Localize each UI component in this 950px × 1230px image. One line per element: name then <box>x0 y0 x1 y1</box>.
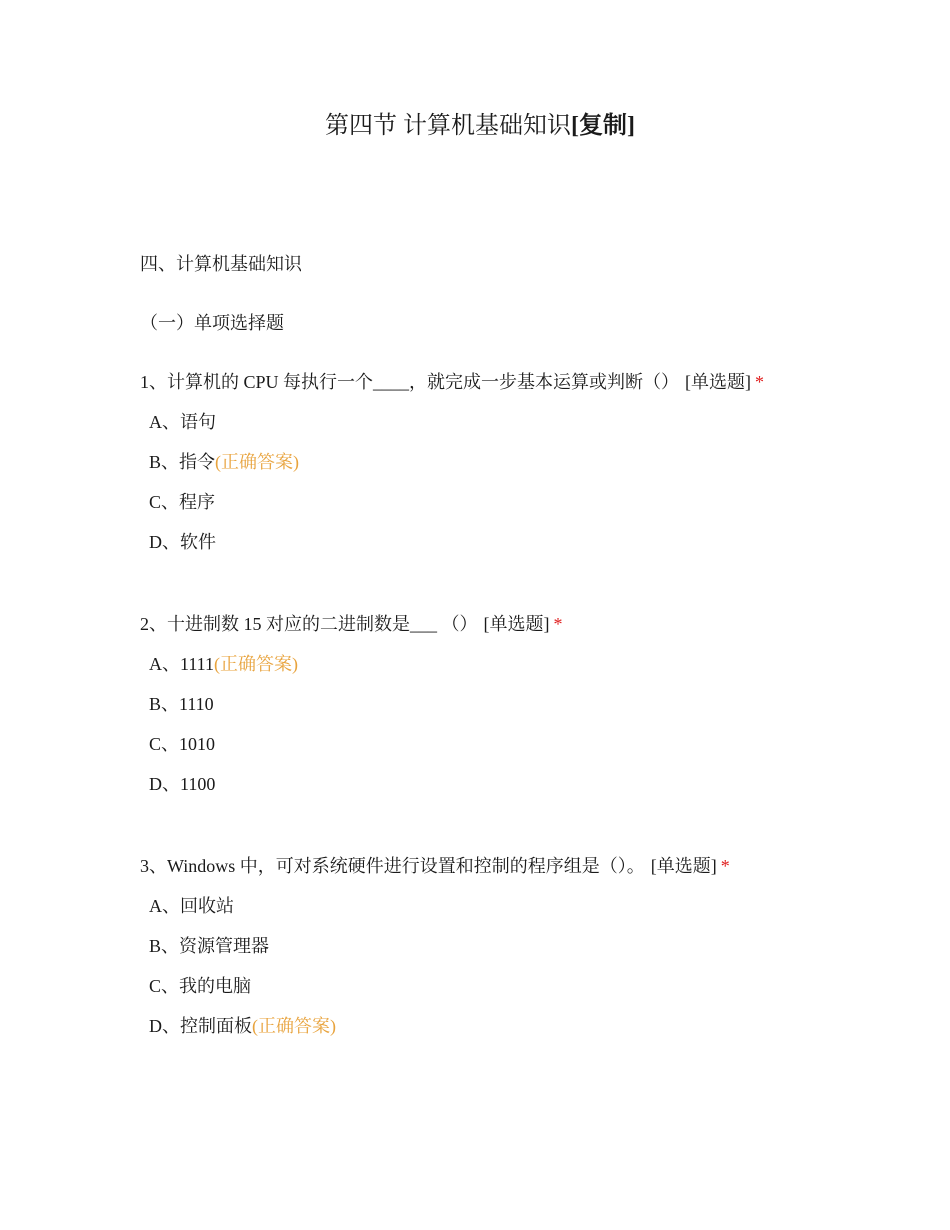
option-label: B、指令 <box>149 452 216 472</box>
option-label: C、程序 <box>149 492 216 512</box>
option-label: D、控制面板 <box>149 1016 252 1036</box>
question-3 <box>140 853 900 1053</box>
question-2-option-a[interactable] <box>149 651 900 677</box>
question-3-type: [单选题] <box>650 856 717 876</box>
question-2-option-d[interactable] <box>149 771 900 797</box>
question-2 <box>140 611 900 811</box>
question-1-option-d[interactable] <box>149 529 900 555</box>
question-3-option-b[interactable] <box>149 933 900 959</box>
question-1-type: [单选题] <box>685 372 752 392</box>
question-2-option-b[interactable] <box>149 691 900 717</box>
question-3-text: 3、Windows 中，可对系统硬件进行设置和控制的程序组是（）。 <box>140 856 645 876</box>
question-1-option-a[interactable] <box>149 409 900 435</box>
option-label: A、回收站 <box>149 896 234 916</box>
section-heading: 四、计算机基础知识 <box>140 254 302 274</box>
question-3-option-a[interactable] <box>149 893 900 919</box>
question-1-text: 1、计算机的 CPU 每执行一个____，就完成一步基本运算或判断（） <box>140 372 680 392</box>
question-1-required-star: * <box>755 372 765 392</box>
option-label: B、资源管理器 <box>149 936 270 956</box>
option-label: B、1110 <box>149 694 214 714</box>
question-1 <box>140 369 900 569</box>
question-3-title <box>140 853 900 879</box>
option-label: D、软件 <box>149 532 216 552</box>
question-1-title <box>140 369 900 395</box>
option-label: C、我的电脑 <box>149 976 252 996</box>
question-2-text: 2、十进制数 15 对应的二进制数是___ （） <box>140 614 478 634</box>
option-label: C、1010 <box>149 734 216 754</box>
option-label: A、1111 <box>149 654 214 674</box>
question-2-option-c[interactable] <box>149 731 900 757</box>
page-title-suffix: [复制] <box>571 113 635 139</box>
question-1-option-b[interactable] <box>149 449 900 475</box>
page-title-text: 第四节 计算机基础知识 <box>325 113 571 139</box>
question-3-required-star: * <box>720 856 730 876</box>
option-label: A、语句 <box>149 412 216 432</box>
question-2-required-star: * <box>553 614 563 634</box>
question-3-option-d[interactable] <box>149 1013 900 1039</box>
subsection-heading: （一）单项选择题 <box>140 313 284 333</box>
question-3-option-c[interactable] <box>149 973 900 999</box>
question-2-type: [单选题] <box>483 614 550 634</box>
correct-answer-tag: (正确答案) <box>252 1016 336 1036</box>
correct-answer-tag: (正确答案) <box>214 654 298 674</box>
question-2-title <box>140 611 900 637</box>
question-1-option-c[interactable] <box>149 489 900 515</box>
option-label: D、1100 <box>149 774 216 794</box>
correct-answer-tag: (正确答案) <box>215 452 300 472</box>
page-title <box>0 110 950 142</box>
